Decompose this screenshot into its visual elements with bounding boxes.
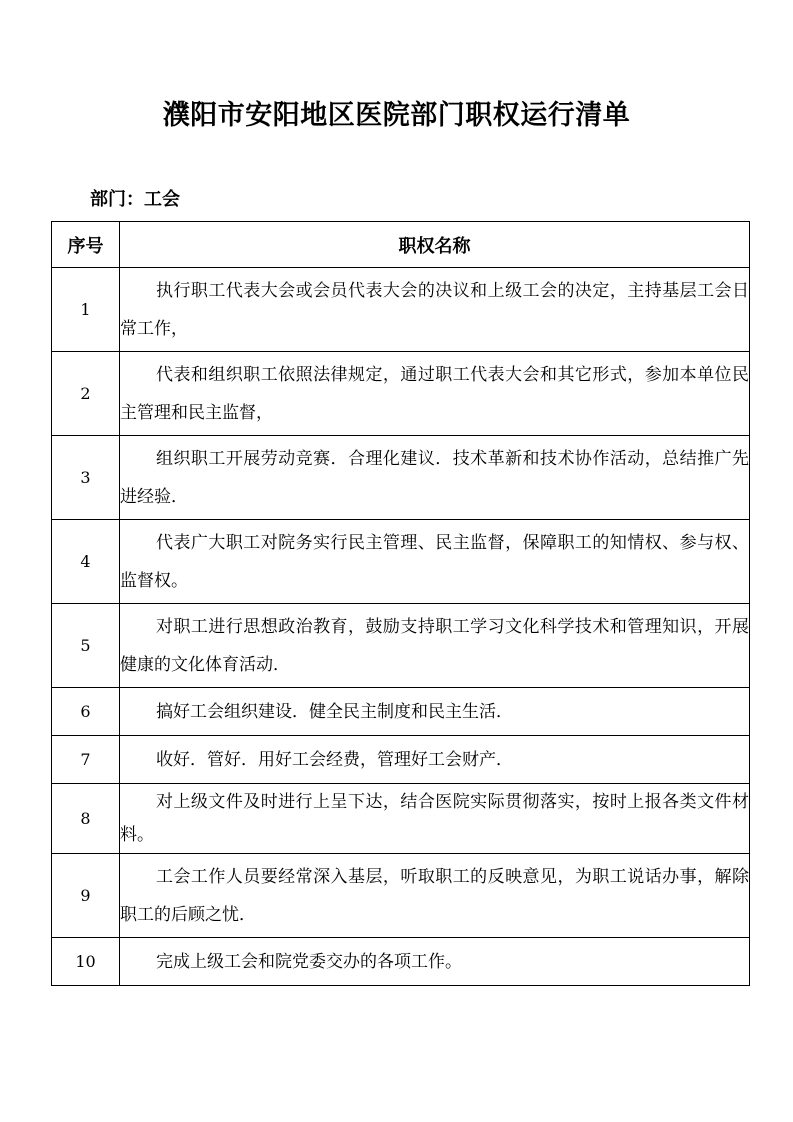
row-number: 9 [52, 854, 120, 938]
row-number: 7 [52, 736, 120, 784]
table-row [52, 938, 750, 986]
row-number: 2 [52, 352, 120, 436]
table-row [52, 520, 750, 604]
department-label: 部门：工会 [90, 189, 180, 210]
duty-text: 对职工进行思想政治教育，鼓励支持职工学习文化科学技术和管理知识，开展健康的文化体育活动． [120, 604, 750, 688]
table-header-row [52, 222, 750, 268]
table-row [52, 436, 750, 520]
row-number: 8 [52, 784, 120, 854]
table-row [52, 352, 750, 436]
duty-text: 对上级文件及时进行上呈下达，结合医院实际贯彻落实，按时上报各类文件材料。 [120, 784, 750, 854]
table-row [52, 604, 750, 688]
table-row [52, 736, 750, 784]
table-row [52, 784, 750, 854]
row-number: 4 [52, 520, 120, 604]
table-row [52, 854, 750, 938]
row-number: 10 [52, 938, 120, 986]
duty-text: 收好．管好．用好工会经费，管理好工会财产． [120, 736, 750, 784]
duty-table [51, 221, 750, 986]
duty-text: 搞好工会组织建设．健全民主制度和民主生活． [120, 688, 750, 736]
duty-text: 代表和组织职工依照法律规定，通过职工代表大会和其它形式，参加本单位民主管理和民主监督， [120, 352, 750, 436]
table-row [52, 688, 750, 736]
duty-text: 代表广大职工对院务实行民主管理、民主监督，保障职工的知情权、参与权、监督权。 [120, 520, 750, 604]
duty-text: 完成上级工会和院党委交办的各项工作。 [120, 938, 750, 986]
table-row [52, 268, 750, 352]
row-number: 5 [52, 604, 120, 688]
duty-text: 组织职工开展劳动竞赛．合理化建议．技术革新和技术协作活动，总结推广先进经验． [120, 436, 750, 520]
header-number: 序号 [52, 222, 120, 268]
duty-text: 工会工作人员要经常深入基层，听取职工的反映意见，为职工说话办事，解除职工的后顾之忧． [120, 854, 750, 938]
header-duty-name: 职权名称 [120, 222, 750, 268]
row-number: 6 [52, 688, 120, 736]
page-title: 濮阳市安阳地区医院部门职权运行清单 [162, 100, 631, 131]
duty-text: 执行职工代表大会或会员代表大会的决议和上级工会的决定，主持基层工会日常工作， [120, 268, 750, 352]
row-number: 3 [52, 436, 120, 520]
row-number: 1 [52, 268, 120, 352]
